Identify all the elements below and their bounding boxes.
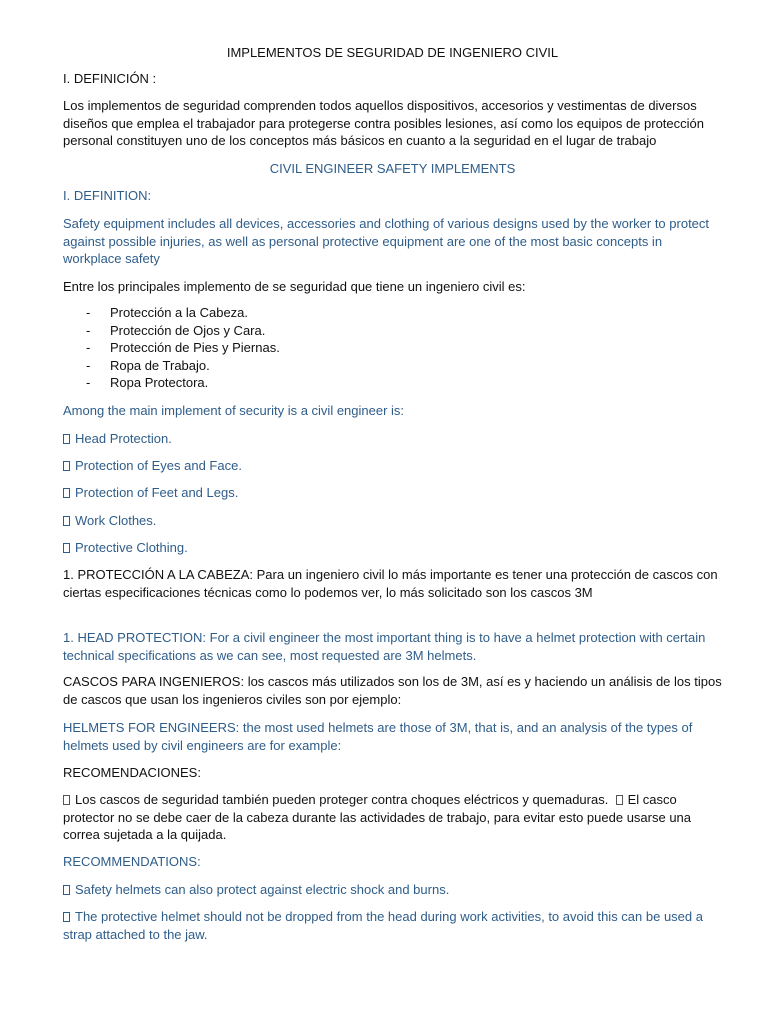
recommendation-item-en: Safety helmets can also protect against electric shock and burns. (63, 881, 722, 899)
missing-glyph-icon (63, 516, 70, 526)
head-protection-en: 1. HEAD PROTECTION: For a civil engineer the most important thing is to have a helmet protection with certain technical specifications as we can see, most requested are 3M helmets. (63, 630, 706, 663)
definition-body-es: Los implementos de seguridad comprenden todos aquellos dispositivos, accesorios y vestimentas de diversos diseños que emplea el trabajador para protegerse contra posibles lesiones, así como los equipos de protección personal constituyen uno de los conceptos más básicos en cuanto a la seguridad en el lugar de trabajo (63, 98, 704, 148)
missing-glyph-icon (63, 488, 70, 498)
definition-heading-es: I. DEFINICIÓN : (63, 71, 157, 86)
main-implements-intro-es: Entre los principales implemento de se seguridad que tiene un ingeniero civil es: (63, 279, 526, 294)
missing-glyph-icon (63, 912, 70, 922)
main-implements-item-en: Protection of Eyes and Face. (63, 457, 722, 475)
list-item: - Ropa de Trabajo. (86, 357, 210, 373)
definition-heading-en: I. DEFINITION: (63, 188, 152, 203)
recommendations-heading-en: RECOMMENDATIONS: (63, 854, 201, 869)
list-item: - Protección a la Cabeza. (86, 305, 249, 320)
missing-glyph-icon (63, 434, 70, 444)
main-implements-item-en: Protection of Feet and Legs. (63, 484, 722, 502)
helmets-for-engineers-en: HELMETS FOR ENGINEERS: the most used helmets are those of 3M, that is, and an analysis of the types of helmets used by civil engineers are for example: (63, 720, 693, 753)
missing-glyph-icon (63, 885, 70, 895)
main-implements-item-en: Head Protection. (63, 430, 722, 448)
missing-glyph-icon (616, 795, 623, 805)
recommendations-body-es: Los cascos de seguridad también pueden proteger contra choques eléctricos y quemaduras. El casco protector no se debe caer de la cabeza durante las actividades de trabajo, para evitar esto puede usarse una correa sujetada a la quijada. (63, 792, 692, 842)
document-title-es: IMPLEMENTOS DE SEGURIDAD DE INGENIERO CIVIL (226, 45, 559, 60)
definition-body-en: Safety equipment includes all devices, accessories and clothing of various designs used by the worker to protect against possible injuries, as well as personal protective equipment are one of the most basic concepts in workplace safety (63, 216, 710, 266)
main-implements-list-es (86, 304, 486, 392)
recommendation-item-en: The protective helmet should not be dropped from the head during work activities, to avoid this can be used a strap attached to the jaw. (63, 909, 703, 942)
head-protection-es: 1. PROTECCIÓN A LA CABEZA: Para un ingeniero civil lo más importante es tener una protección de cascos con ciertas especificaciones técnicas como lo podemos ver, lo más solicitado son los cascos 3M (63, 567, 718, 600)
missing-glyph-icon (63, 461, 70, 471)
recommendations-heading-es: RECOMENDACIONES: (63, 765, 201, 780)
main-implements-intro-en: Among the main implement of security is a civil engineer is: (63, 403, 405, 418)
missing-glyph-icon (63, 795, 70, 805)
document-title-en: CIVIL ENGINEER SAFETY IMPLEMENTS (269, 161, 516, 176)
helmets-for-engineers-es: CASCOS PARA INGENIEROS: los cascos más utilizados son los de 3M, así es y haciendo un análisis de los tipos de cascos que usan los ingenieros civiles son por ejemplo: (63, 674, 722, 707)
list-item: - Protección de Pies y Piernas. (86, 340, 280, 356)
main-implements-item-en: Work Clothes. (63, 512, 722, 530)
main-implements-item-en: Protective Clothing. (63, 539, 722, 557)
list-item: - Protección de Ojos y Cara. (86, 322, 266, 338)
list-item: - Ropa Protectora. (86, 375, 209, 391)
missing-glyph-icon (63, 543, 70, 553)
